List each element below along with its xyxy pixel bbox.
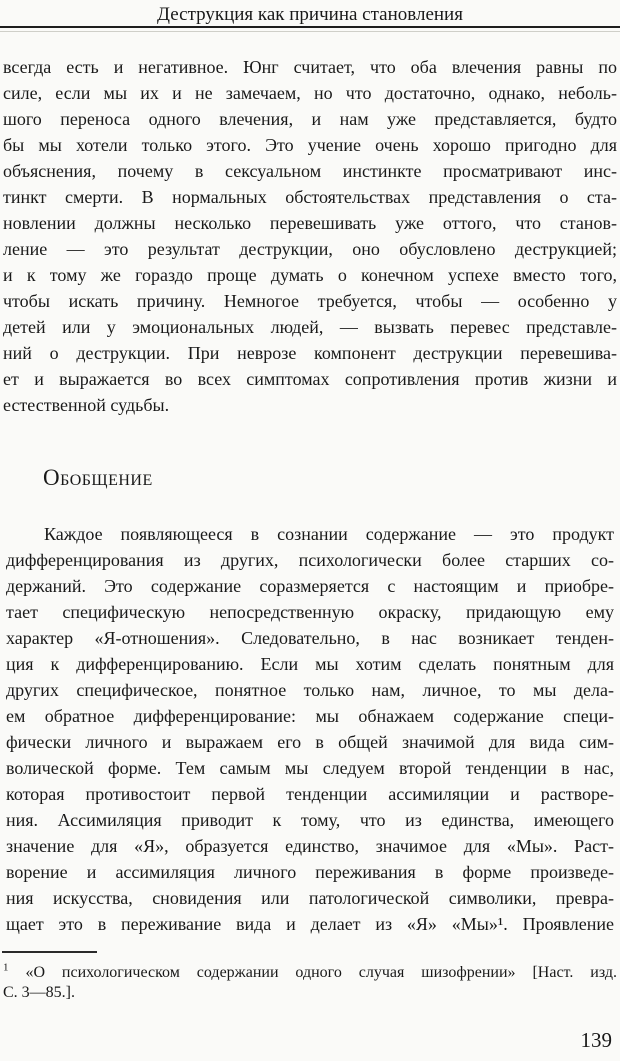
text-line: ет и выражается во всех симптомах сопротивления против жизни и (3, 369, 617, 389)
text-line: детей или у эмоциональных людей, — вызвать перевес представле- (3, 317, 617, 337)
text-line: силе, если мы их и не замечаем, но что достаточно, однако, неболь- (3, 83, 617, 103)
text-line: дифференцирования из других, психологически более старших со- (6, 550, 614, 570)
text-line: всегда есть и негативное. Юнг считает, что оба влечения равны по (3, 57, 617, 77)
text-line: объяснения, почему в сексуальном инстинкте просматривают инс- (3, 161, 617, 181)
section-heading: Обобщение (43, 465, 153, 490)
text-line: ем обратное дифференцирование: мы обнажаем содержание специ- (6, 706, 614, 726)
text-line: ция к дифференцированию. Если мы хотим сделать понятным для (6, 654, 614, 674)
text-line: значение для «Я», образуется единство, значимое для «Мы». Раст- (6, 836, 614, 856)
text-line: волической форме. Тем самым мы следуем второй тенденции в нас, (6, 758, 614, 778)
footnote (0, 963, 620, 1003)
text-line: фически личного и выражаем его в общей значимой для вида сим- (6, 732, 614, 752)
footnote-rule (2, 951, 97, 953)
paragraph-1 (3, 54, 617, 418)
text-line: ния. Ассимиляция приводит к тому, что из единства, имеющего (6, 810, 614, 830)
text-line: характер «Я-отношения». Следовательно, в нас возникает тенден- (6, 628, 614, 648)
running-head: Деструкция как причина становления (157, 4, 463, 25)
header-rule-ghost (0, 31, 620, 32)
header-rule (0, 26, 620, 28)
footnote-line (3, 963, 617, 983)
text-line: естественной судьбы. (3, 395, 170, 415)
page-number: 139 (580, 1028, 612, 1052)
footnote-text: «О психологическом содержании одного случая шизофрении» [Наст. изд. (25, 964, 617, 981)
main-text-block (0, 54, 620, 937)
text-line: Каждое появляющееся в сознании содержание — это продукт (44, 524, 614, 544)
text-line: ния искусства, сновидения или патологической символики, превра- (6, 888, 614, 908)
text-line: бы мы хотели только этого. Это учение очень хорошо пригодно для (3, 135, 617, 155)
text-line: тинкт смерти. В нормальных обстоятельствах представления о ста- (3, 187, 617, 207)
text-line: держаний. Это содержание соразмеряется с настоящим и приобре- (6, 576, 614, 596)
paragraph-2 (3, 521, 617, 937)
text-line: ворение и ассимиляция личного переживания в форме произведе- (6, 862, 614, 882)
text-line: чтобы искать причину. Немногое требуется, чтобы — особенно у (3, 291, 617, 311)
footnote-marker: 1 (3, 963, 9, 974)
text-line: шого переноса одного влечения, и нам уже представляется, будто (3, 109, 617, 129)
text-line: которая противостоит первой тенденции ассимиляции и растворе- (6, 784, 614, 804)
text-line: новлении должны несколько перевешивать уже оттого, что станов- (3, 213, 617, 233)
text-line: ний о деструкции. При неврозе компонент деструкции перевешива- (3, 343, 617, 363)
text-line: других специфическое, понятное только нам, личное, то мы дела- (6, 680, 614, 700)
text-line: и к тому же гораздо проще думать о конечном успехе вместо того, (3, 265, 617, 285)
text-line: ление — это результат деструкции, оно обусловлено деструкцией; (3, 239, 617, 259)
text-line: щает это в переживание вида и делает из «Я» «Мы»¹. Проявление (6, 914, 614, 934)
footnote-line: С. 3—85.]. (3, 984, 75, 1001)
text-line: тает специфическую непосредственную окраску, придающую ему (6, 602, 614, 622)
